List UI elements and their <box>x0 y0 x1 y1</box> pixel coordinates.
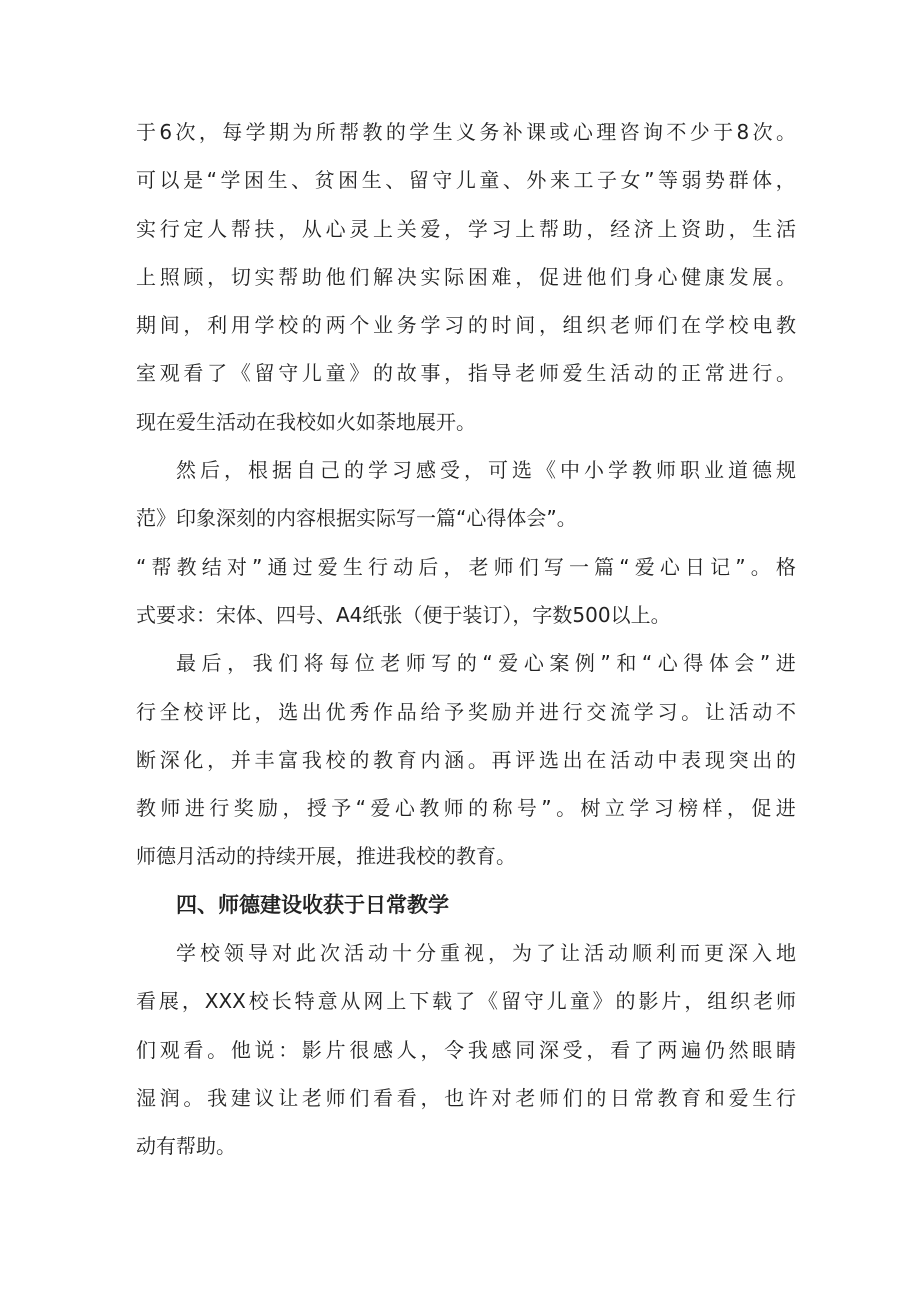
paragraph-line: 可 以 是 “ 学 困 生 、 贫 困 生 、 留 守 儿 童 、 外 来 工 子 女 ” 等 弱 势 群 体 ， <box>136 168 796 193</box>
paragraph-line: 动有帮助。 <box>136 1134 236 1159</box>
section-heading: 四、师德建设收获于日常教学 <box>176 892 449 917</box>
paragraph-line: 看 展 ， XXX 校 长 特 意 从 网 上 下 载 了 《 留 守 儿 童 》 的 影 片 ， 组 织 老 师 <box>136 989 796 1014</box>
paragraph-line: 实 行 定 人 帮 扶 ， 从 心 灵 上 关 爱 ， 学 习 上 帮 助 ， 经 济 上 资 助 ， 生 活 <box>136 216 796 241</box>
paragraph-line: “ 帮 教 结 对 ” 通 过 爱 生 行 动 后 ， 老 师 们 写 一 篇 “ 爱 心 日 记 ” 。 格 <box>136 554 796 579</box>
paragraph-line: 湿 润 。 我 建 议 让 老 师 们 看 看 ， 也 许 对 老 师 们 的 日 常 教 育 和 爱 生 行 <box>136 1085 796 1110</box>
paragraph-line: 断 深 化 ， 并 丰 富 我 校 的 教 育 内 涵 。 再 评 选 出 在 活 动 中 表 现 突 出 的 <box>136 747 796 772</box>
paragraph-line: 学 校 领 导 对 此 次 活 动 十 分 重 视 ， 为 了 让 活 动 顺 利 而 更 深 入 地 <box>176 941 796 966</box>
paragraph-line: 教 师 进 行 奖 励 ， 授 予 “ 爱 心 教 师 的 称 号 ” 。 树 立 学 习 榜 样 ， 促 进 <box>136 796 796 821</box>
paragraph-line: 最 后 ， 我 们 将 每 位 老 师 写 的 “ 爱 心 案 例 ” 和 “ 心 得 体 会 ” 进 <box>176 651 796 676</box>
paragraph-line: 范》印象深刻的内容根据实际写一篇“心得体会”。 <box>136 506 577 531</box>
paragraph-line: 然 后 ， 根 据 自 己 的 学 习 感 受 ， 可 选 《 中 小 学 教 师 职 业 道 德 规 <box>176 458 796 483</box>
paragraph-line: 师德月活动的持续开展，推进我校的教育。 <box>136 844 516 869</box>
paragraph-line: 现在爱生活动在我校如火如荼地展开。 <box>136 409 476 434</box>
document-body <box>136 108 796 1171</box>
paragraph-line: 室 观 看 了 《 留 守 儿 童 》 的 故 事 ， 指 导 老 师 爱 生 活 动 的 正 常 进 行 。 <box>136 361 796 386</box>
paragraph-line: 期 间 ， 利 用 学 校 的 两 个 业 务 学 习 的 时 间 ， 组 织 老 师 们 在 学 校 电 教 <box>136 313 796 338</box>
paragraph-line: 行 全 校 评 比 ， 选 出 优 秀 作 品 给 予 奖 励 并 进 行 交 流 学 习 。 让 活 动 不 <box>136 699 796 724</box>
paragraph-line: 上 照 顾 ， 切 实 帮 助 他 们 解 决 实 际 困 难 ， 促 进 他 们 身 心 健 康 发 展 。 <box>136 264 796 289</box>
paragraph-line: 们 观 看 。 他 说 ： 影 片 很 感 人 ， 令 我 感 同 深 受 ， 看 了 两 遍 仍 然 眼 睛 <box>136 1037 796 1062</box>
paragraph-line: 式要求：宋体、四号、A4纸张（便于装订），字数500以上。 <box>136 602 671 627</box>
paragraph-line: 于 6 次 ， 每 学 期 为 所 帮 教 的 学 生 义 务 补 课 或 心 理 咨 询 不 少 于 8 次 。 <box>136 120 796 144</box>
